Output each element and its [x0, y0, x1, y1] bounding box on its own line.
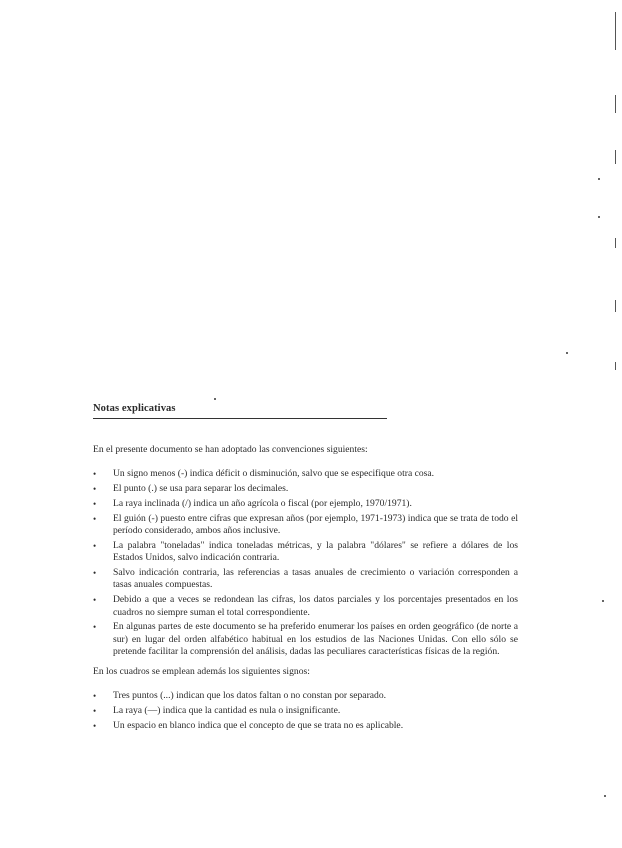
list-item-text: Salvo indicación contraria, las referencias a tasas anuales de crecimiento o variación corresponden a tasas anuales compuestas.: [113, 567, 518, 591]
scan-speck: [598, 216, 600, 218]
bullet-icon: •: [93, 622, 97, 633]
list-item: [93, 468, 518, 480]
list-item: [93, 720, 518, 732]
signs-intro-paragraph: En los cuadros se emplean además los siguientes signos:: [93, 666, 310, 677]
list-item: [93, 498, 518, 510]
list-item: [93, 690, 518, 702]
scan-speck: [604, 795, 606, 797]
list-item-text: La raya (—) indica que la cantidad es nula o insignificante.: [113, 704, 341, 716]
bullet-icon: •: [93, 540, 97, 551]
scan-edge-mark: [615, 238, 616, 248]
list-item-text: Debido a que a veces se redondean las cifras, los datos parciales y los porcentajes presentados en los cuadros no siempre suman el total correspondiente.: [113, 594, 518, 618]
bullet-icon: •: [93, 498, 97, 509]
bullet-icon: •: [93, 469, 97, 479]
list-item: [93, 705, 518, 717]
list-item: [93, 483, 518, 495]
list-item-text: Un espacio en blanco indica que el concepto de que se trata no es aplicable.: [113, 719, 404, 731]
list-item-text: La raya inclinada (/) indica un año agrícola o fiscal (por ejemplo, 1970/1971).: [113, 497, 412, 509]
list-item: [93, 594, 518, 619]
list-item: [93, 513, 518, 538]
section-title: Notas explicativas: [93, 403, 176, 414]
scan-edge-mark: [615, 300, 616, 312]
bullet-icon: •: [93, 513, 97, 524]
intro-paragraph: En el presente documento se han adoptado las convenciones siguientes:: [93, 444, 368, 455]
list-item: [93, 540, 518, 565]
list-item-text: El guión (-) puesto entre cifras que expresan años (por ejemplo, 1971-1973) indica que se trata de todo el período considerado, ambos años inclusive.: [113, 512, 518, 536]
scan-speck: [214, 398, 216, 400]
list-item-text: Un signo menos (-) indica déficit o disminución, salvo que se especifique otra cosa.: [113, 468, 435, 479]
scan-edge-mark: [615, 12, 616, 50]
scan-speck: [598, 178, 600, 180]
scan-edge-mark: [615, 95, 616, 113]
list-item-text: El punto (.) se usa para separar los decimales.: [113, 482, 289, 494]
bullet-icon: •: [93, 720, 97, 731]
signs-list: [93, 690, 518, 735]
scan-edge-mark: [615, 362, 616, 370]
bullet-icon: •: [93, 483, 97, 494]
bullet-icon: •: [93, 568, 97, 579]
conventions-list: [93, 468, 518, 661]
scan-speck: [566, 352, 568, 354]
title-underline: [93, 418, 387, 419]
list-item-text: La palabra "toneladas" indica toneladas métricas, y la palabra "dólares" se refiere a dólares de los Estados Unidos, salvo indicación contraria.: [113, 539, 518, 564]
bullet-icon: •: [93, 691, 97, 701]
scan-speck: [602, 600, 604, 602]
list-item-text: Tres puntos (...) indican que los datos faltan o no constan por separado.: [113, 690, 387, 701]
bullet-icon: •: [93, 595, 97, 606]
list-item: [93, 567, 518, 592]
list-item: [93, 621, 518, 658]
list-item-text: En algunas partes de este documento se ha preferido enumerar los países en orden geográfico (de norte a sur) en lugar del orden alfabético habitual en los estudios de las Naciones Unidas. Con ello sólo se pretende facilitar la comprensión del análisis, dadas las peculiares características físicas de la región.: [113, 621, 518, 658]
scan-edge-mark: [615, 150, 616, 164]
bullet-icon: •: [93, 705, 97, 716]
